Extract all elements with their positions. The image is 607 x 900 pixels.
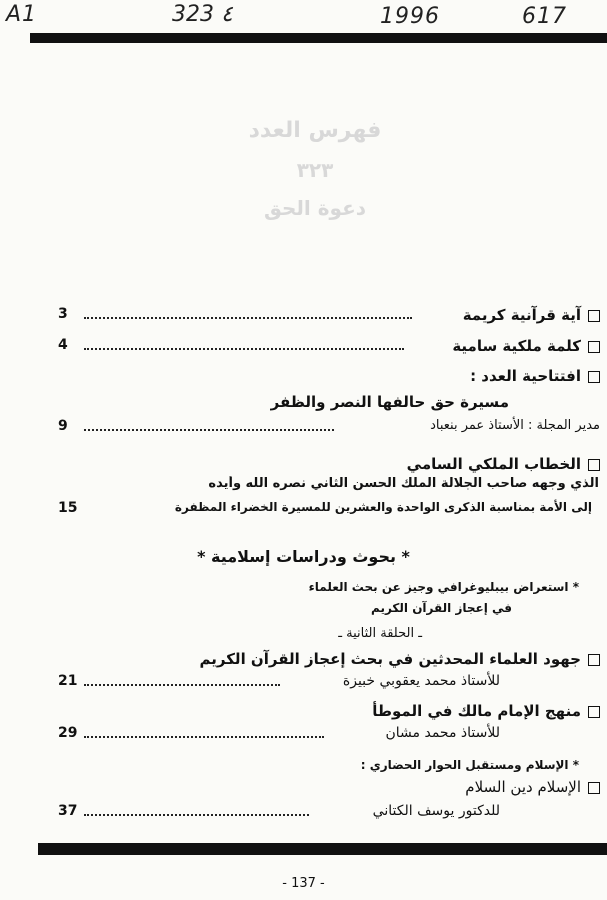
checkbox-icon <box>588 310 600 322</box>
toc-entry-royal-word <box>40 337 600 359</box>
dot-leader <box>84 682 280 686</box>
checkbox-icon <box>588 341 600 353</box>
page-number: 9 <box>58 418 68 434</box>
page-number: 37 <box>58 803 78 819</box>
checkbox-icon <box>588 782 600 794</box>
reference-left: A1 <box>6 2 38 27</box>
toc-entry-islam-peace <box>40 778 600 800</box>
page-number: 29 <box>58 725 78 741</box>
entry-title: آية قرآنية كريمة <box>462 306 581 324</box>
dot-leader <box>84 315 412 319</box>
checkbox-icon <box>588 371 600 383</box>
study-intro-2: في إعجاز القرآن الكريم <box>371 601 512 615</box>
toc-entry-speech-line-2 <box>40 500 600 522</box>
reference-year: 1996 <box>380 4 440 29</box>
dialogue-intro: * الإسلام ومستقبل الحوار الحضاري : <box>360 758 579 772</box>
reference-right: 617 <box>522 4 567 29</box>
dot-leader <box>84 734 324 738</box>
dot-leader <box>84 427 334 431</box>
footer-page-number: - 137 - <box>282 876 325 891</box>
page-number: 4 <box>58 337 68 353</box>
checkbox-icon <box>588 706 600 718</box>
entry-title: جهود العلماء المحدثين في بحث إعجاز القرآن الكريم <box>199 650 581 668</box>
toc-entry-imam-malik <box>40 702 600 724</box>
reference-code: 323 ٤ <box>172 2 233 27</box>
editorial-author: مدير المجلة : الأستاذ عمر بنعباد <box>430 418 600 433</box>
index-heading: فهرس العدد <box>248 118 382 143</box>
entry-title: الخطاب الملكي السامي <box>406 455 581 473</box>
toc-entry-imam-malik-author <box>40 725 600 747</box>
entry-title: منهج الإمام مالك في الموطأ <box>372 702 581 720</box>
page-number: 3 <box>58 306 68 322</box>
issue-number: ٣٢٣ <box>296 158 334 182</box>
toc-entry-modern-scholars <box>40 650 600 672</box>
section-heading: * بحوث ودراسات إسلامية * <box>197 547 410 566</box>
speech-line-2: إلى الأمة بمناسبة الذكرى الواحدة والعشرين للمسيرة الخضراء المظفرة <box>174 500 592 514</box>
bottom-rule <box>38 843 607 855</box>
toc-entry-editorial-author <box>40 418 600 440</box>
page-number: 15 <box>58 500 78 516</box>
malik-author: للأستاذ محمد مشان <box>385 725 500 741</box>
dot-leader <box>84 346 404 350</box>
toc-entry-islam-peace-author <box>40 803 600 825</box>
toc-entry-modern-scholars-author <box>40 673 600 695</box>
checkbox-icon <box>588 459 600 471</box>
checkbox-icon <box>588 654 600 666</box>
study-episode: ـ الحلقة الثانية ـ <box>338 626 422 641</box>
study-author: للأستاذ محمد يعقوبي خبيزة <box>342 673 500 689</box>
entry-title: كلمة ملكية سامية <box>452 337 581 355</box>
top-rule <box>30 33 607 43</box>
toc-entry-royal-speech <box>40 455 600 477</box>
magazine-name: دعوة الحق <box>263 196 367 220</box>
page-number: 21 <box>58 673 78 689</box>
study-intro: * استعراض بيبليوغرافي وجيز عن بحث العلماء <box>308 580 579 594</box>
toc-entry-quran-verse <box>40 306 600 328</box>
toc-entry-editorial <box>40 367 600 389</box>
dot-leader <box>84 812 309 816</box>
dialogue-author: للدكتور يوسف الكتاني <box>372 803 500 819</box>
entry-title: الإسلام دين السلام <box>465 778 581 796</box>
speech-line-1: الذي وجهه صاحب الجلالة الملك الحسن الثاني نصره الله وأيده <box>208 476 599 491</box>
editorial-subtitle: مسيرة حق حالفها النصر والظفر <box>270 393 509 411</box>
entry-title: افتتاحية العدد : <box>470 367 581 385</box>
